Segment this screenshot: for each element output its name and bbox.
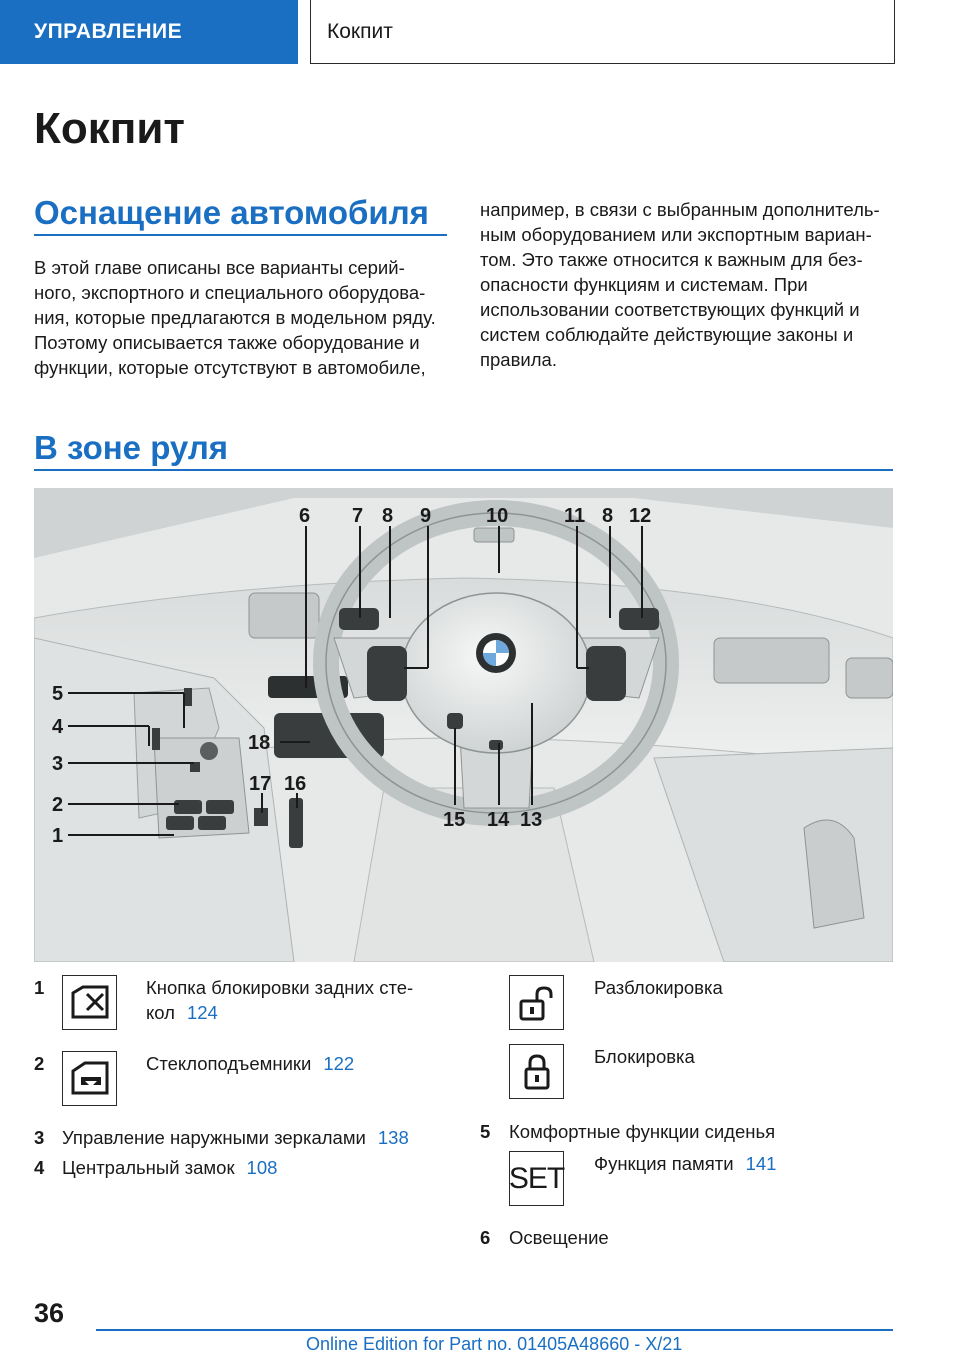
section-heading-steering-area: В зоне руля xyxy=(34,429,229,466)
callout-13: 13 xyxy=(520,809,543,831)
callout-7: 7 xyxy=(352,505,364,527)
unlock-icon xyxy=(509,975,564,1030)
legend-item-6-text: Освещение xyxy=(509,1227,609,1248)
page-ref-link[interactable]: 124 xyxy=(186,1002,218,1023)
legend-item-3-text: Управление наружными зеркалами 138 xyxy=(62,1127,409,1148)
topic-tab: Кокпит xyxy=(310,0,895,64)
intro-paragraph-col1: В этой главе описаны все варианты серий- ного, экспортного и специального оборудова- ния, которые предлагаются в модельном ряду. Поэтому описывается также оборудование и функции, которые отсутствуют в автомобиле, xyxy=(34,257,436,378)
page-ref-link[interactable]: 122 xyxy=(323,1053,355,1074)
page-ref-link[interactable]: 108 xyxy=(246,1157,278,1178)
legend-item-2-text: Стеклоподъемники 122 xyxy=(146,1053,355,1074)
callout-14: 14 xyxy=(487,809,510,831)
callout-8: 8 xyxy=(382,505,394,527)
legend-item-4-text: Центральный замок 108 xyxy=(62,1157,278,1178)
callout-9: 9 xyxy=(420,505,432,527)
legend-item-6-number: 6 xyxy=(480,1227,491,1248)
footer-edition: Online Edition for Part no. 01405A48660 - X/21 xyxy=(306,1334,683,1354)
set-memory-icon: SET xyxy=(509,1151,564,1206)
page-ref-link[interactable]: 141 xyxy=(745,1153,777,1174)
callout-16: 16 xyxy=(284,773,307,795)
lock-text: Блокировка xyxy=(594,1046,695,1067)
callout-2: 2 xyxy=(52,794,64,816)
section-tab: УПРАВЛЕНИЕ xyxy=(0,0,298,64)
legend-item-1-text: Кнопка блокировки задних сте- кол 124 xyxy=(146,977,414,1023)
legend-item-1-number: 1 xyxy=(34,977,45,998)
callout-8b: 8 xyxy=(602,505,614,527)
lock-icon xyxy=(509,1044,564,1099)
callout-18: 18 xyxy=(248,732,271,754)
callout-12: 12 xyxy=(629,505,652,527)
callout-17: 17 xyxy=(249,773,272,795)
legend-item-5-text: Комфортные функции сиденья xyxy=(509,1121,776,1142)
section-rule xyxy=(34,234,447,236)
footer-rule xyxy=(96,1329,893,1331)
callout-15: 15 xyxy=(443,809,466,831)
section-rule xyxy=(34,469,893,471)
memory-function-text: Функция памяти 141 xyxy=(594,1153,777,1174)
page-number: 36 xyxy=(34,1298,65,1328)
rear-window-lock-icon xyxy=(62,975,117,1030)
section-heading-equipment: Оснащение автомобиля xyxy=(34,194,429,231)
legend-item-3-number: 3 xyxy=(34,1127,45,1148)
legend-item-5-number: 5 xyxy=(480,1121,491,1142)
page-title: Кокпит xyxy=(34,104,185,153)
callout-4: 4 xyxy=(52,716,64,738)
intro-paragraph-col2: например, в связи с выбранным дополнитель- ным оборудованием или экспортным вариан- том. Это также относится к важным для без- опасности функциям и системам. При использовании соответствующих функций и систем соблюдайте действующие законы и правила. xyxy=(480,199,880,370)
callout-1: 1 xyxy=(52,825,64,847)
unlock-text: Разблокировка xyxy=(594,977,723,998)
legend-item-4-number: 4 xyxy=(34,1157,45,1178)
legend-item-2-number: 2 xyxy=(34,1053,45,1074)
callout-3: 3 xyxy=(52,753,64,775)
callout-6: 6 xyxy=(299,505,311,527)
callout-5: 5 xyxy=(52,683,64,705)
cockpit-illustration xyxy=(34,488,893,962)
callout-11: 11 xyxy=(564,505,586,527)
power-window-icon xyxy=(62,1051,117,1106)
page-ref-link[interactable]: 138 xyxy=(377,1127,409,1148)
callout-10: 10 xyxy=(486,505,509,527)
